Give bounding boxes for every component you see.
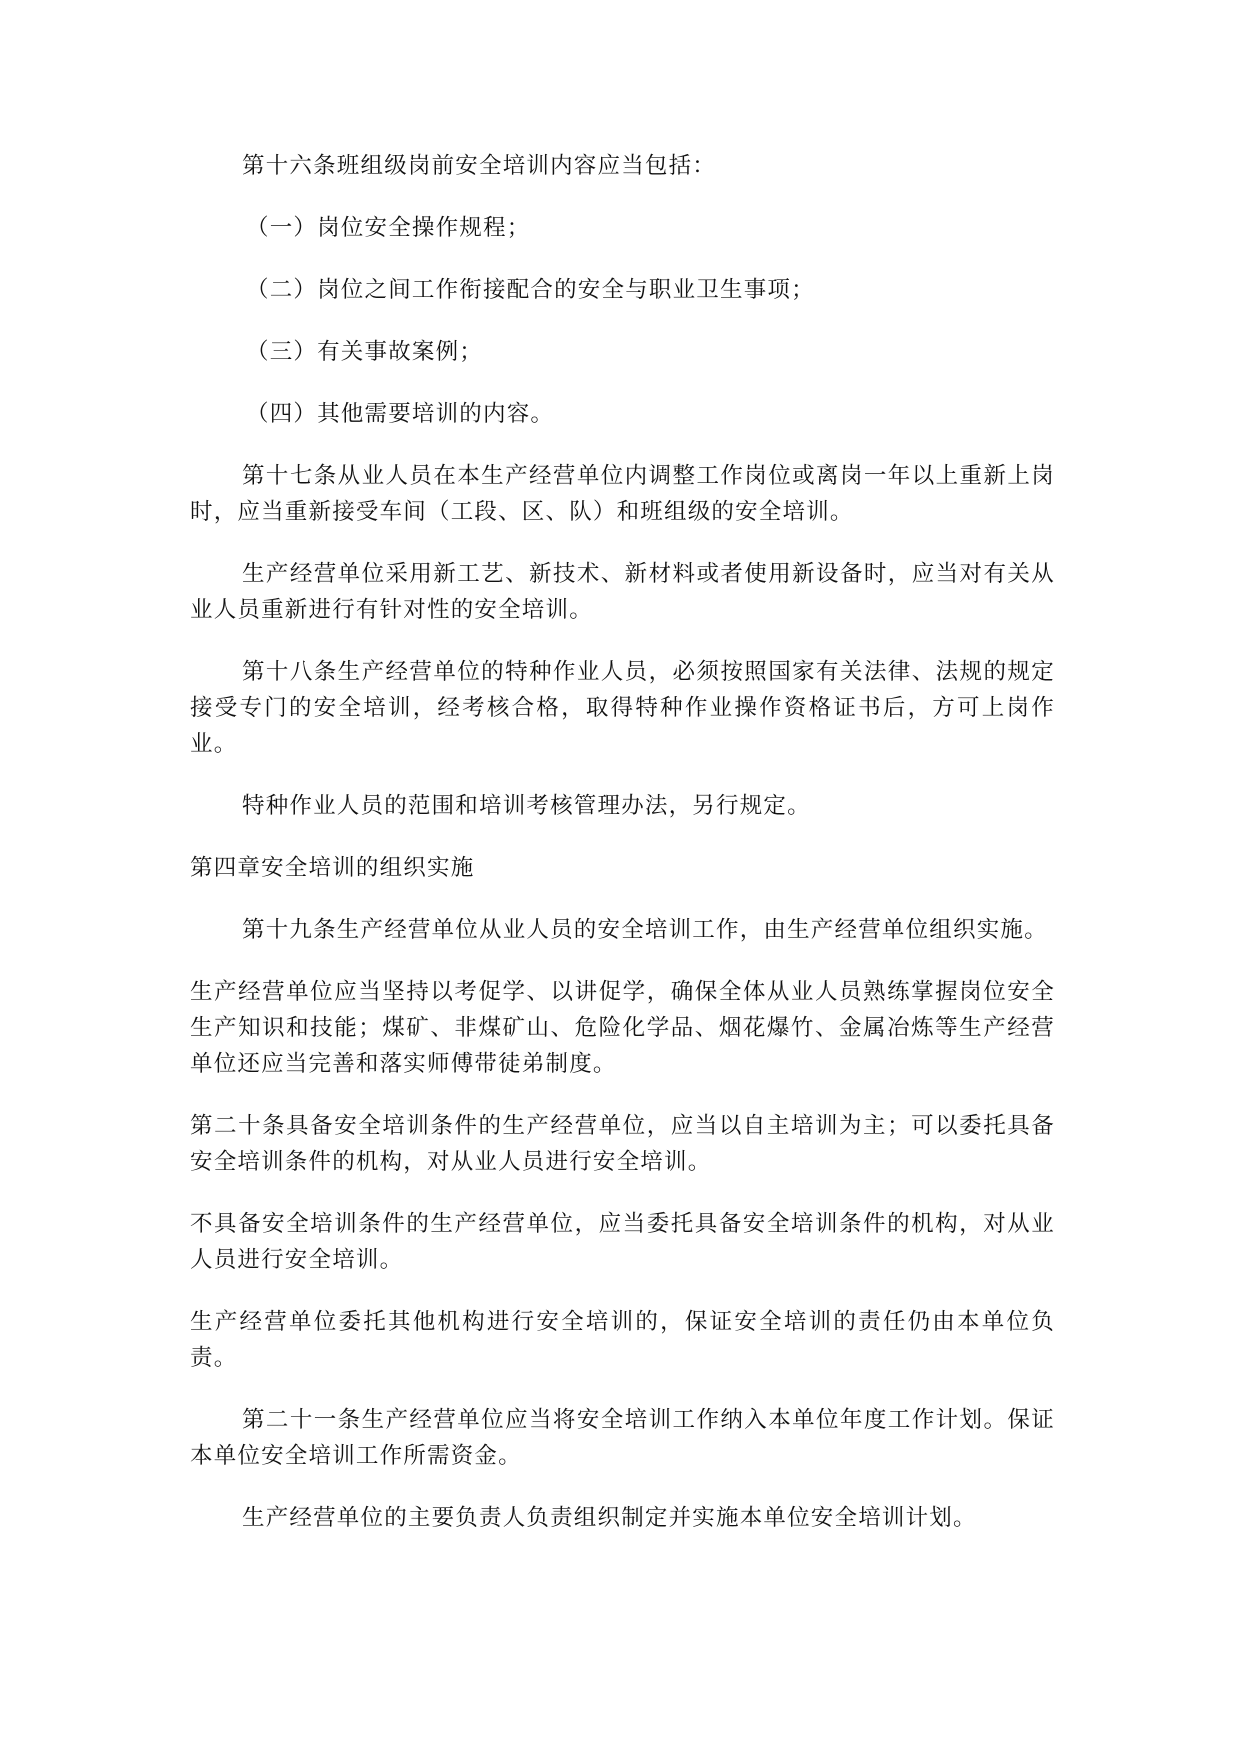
chapter-4-heading: 第四章安全培训的组织实施 <box>190 855 475 881</box>
article-18-para-2: 特种作业人员的范围和培训考核管理办法，另行规定。 <box>242 793 811 819</box>
article-21-para-2: 生产经营单位的主要负责人负责组织制定并实施本单位安全培训计划。 <box>242 1505 977 1531</box>
article-21: 第二十一条生产经营单位应当将安全培训工作纳入本单位年度工作计划。保证本单位安全培训工作所需资金。 <box>190 1407 1055 1469</box>
article-18: 第十八条生产经营单位的特种作业人员，必须按照国家有关法律、法规的规定接受专门的安全培训，经考核合格，取得特种作业操作资格证书后，方可上岗作业。 <box>190 659 1055 757</box>
article-16-intro: 第十六条班组级岗前安全培训内容应当包括： <box>242 153 717 179</box>
article-17-para-2: 生产经营单位采用新工艺、新技术、新材料或者使用新设备时，应当对有关从业人员重新进行有针对性的安全培训。 <box>190 561 1055 623</box>
article-20: 第二十条具备安全培训条件的生产经营单位，应当以自主培训为主；可以委托具备安全培训条件的机构，对从业人员进行安全培训。 <box>190 1113 1055 1175</box>
article-20-para-3: 生产经营单位委托其他机构进行安全培训的，保证安全培训的责任仍由本单位负责。 <box>190 1309 1055 1371</box>
list-item-4: （四）其他需要培训的内容。 <box>246 401 555 427</box>
list-item-2: （二）岗位之间工作衔接配合的安全与职业卫生事项； <box>246 277 815 303</box>
article-19: 第十九条生产经营单位从业人员的安全培训工作，由生产经营单位组织实施。 <box>242 917 1048 943</box>
list-item-3: （三）有关事故案例； <box>246 339 484 365</box>
list-item-1: （一）岗位安全操作规程； <box>246 215 531 241</box>
article-20-para-2: 不具备安全培训条件的生产经营单位，应当委托具备安全培训条件的机构，对从业人员进行安全培训。 <box>190 1211 1055 1273</box>
article-17: 第十七条从业人员在本生产经营单位内调整工作岗位或离岗一年以上重新上岗时，应当重新接受车间（工段、区、队）和班组级的安全培训。 <box>190 463 1055 525</box>
article-19-para-2: 生产经营单位应当坚持以考促学、以讲促学，确保全体从业人员熟练掌握岗位安全生产知识和技能；煤矿、非煤矿山、危险化学品、烟花爆竹、金属冶炼等生产经营单位还应当完善和落实师傅带徒弟制度。 <box>190 979 1055 1077</box>
